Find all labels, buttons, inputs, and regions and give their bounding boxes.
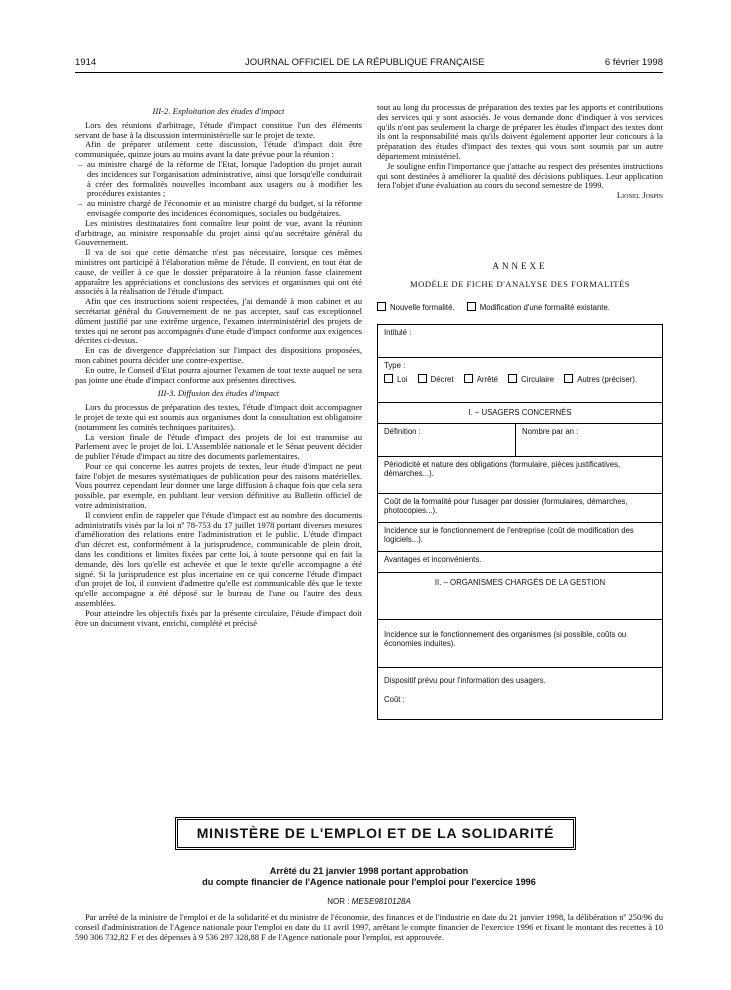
nor-reference (75, 897, 663, 906)
list-item: – au ministre chargé de la réforme de l'Etat, lorsque l'adoption du projet aurait des incidences sur l'organisation administrative, ainsi que lorsqu'elle conduirait à créer des formalités nouvelles incombant aux usagers ou à modifier les procédures existantes ; (87, 160, 362, 199)
paragraph: Afin de préparer utilement cette discussion, l'étude d'impact doit être communiquée, quinze jours au moins avant la date prévue pour la réunion : (75, 139, 362, 160)
option-modify[interactable]: Modification d'une formalité existante. (467, 303, 610, 312)
form-table (377, 324, 663, 720)
paragraph: En outre, le Conseil d'Etat pourra ajourner l'examen de tout texte auquel ne sera pas jointe une étude d'impact conforme aux présentes directives. (75, 364, 362, 385)
arrete-title (75, 866, 663, 888)
right-column (377, 103, 663, 201)
section-heading: III-2. Exploitation des études d'impact (152, 106, 285, 116)
checkbox-icon (564, 374, 573, 383)
section-usagers: I. – USAGERS CONCERNÉS (378, 403, 662, 424)
page-header (75, 57, 663, 71)
nombre-field[interactable]: Nombre par an : (522, 427, 579, 436)
journal-title: JOURNAL OFFICIEL DE LA RÉPUBLIQUE FRANÇAISE (245, 57, 485, 68)
arrete-body: Par arrêté de la ministre de l'emploi et de la solidarité et du ministre de l'économie, des finances et de l'industrie en date du 21 janvier 1998, la délibération nº 250/96 du conseil d'administration de l'Agence nationale pour l'emploi en date du 11 avril 1997, arrêtant le compte financier de l'exercice 1996 et fixant le montant des recettes à 10 590 306 732,82 F et des dépenses à 9 536 297 328,88 F de l'Agence nationale pour l'emploi, est approuvée. (75, 912, 663, 942)
annex-subtitle: MODÈLE DE FICHE D'ANALYSE DES FORMALITÉS (409, 279, 630, 289)
paragraph: Pour ce qui concerne les autres projets de textes, leur étude d'impact ne peut faire l'objet de mesures systématiques de publication pour des raisons matérielles. Vous pourrez cependant leur donner une large diffusion à chaque fois que cela sera possible, par exemple, en publiant leur version définitive au Bulletin officiel de votre administration. (75, 460, 362, 511)
bullet-list (75, 160, 362, 219)
left-column (75, 103, 362, 628)
section-organismes: II. – ORGANISMES CHARGÉS DE LA GESTION (378, 573, 662, 620)
checkbox-icon (377, 302, 386, 311)
definition-field[interactable]: Définition : (378, 424, 516, 456)
periodicite-field[interactable]: Périodicité et nature des obligations (formulaire, pièces justificatives, démarches...). (378, 457, 662, 494)
ministry-banner: MINISTÈRE DE L'EMPLOI ET DE LA SOLIDARITÉ (175, 817, 576, 850)
dispositif-label[interactable]: Dispositif prévu pour l'information des usagers. (384, 676, 546, 685)
type-option-autres[interactable]: Autres (préciser). (564, 375, 637, 384)
paragraph: Afin que ces instructions soient respectées, j'ai demandé à mon cabinet et au secrétariat général du Gouvernement de ne pas accepter, sauf cas exceptionnel dûment justifié par une extrême urgence, l'examen interministériel des projets de textes qui ne seront pas accompagnés d'une étude d'impact conforme aux exigences décrites ci-dessus. (75, 296, 362, 346)
type-field (378, 358, 662, 403)
paragraph: Lors des réunions d'arbitrage, l'étude d'impact constitue l'un des éléments servant de base à la discussion interministérielle sur le projet de texte. (75, 119, 362, 140)
checkbox-icon (508, 374, 517, 383)
paragraph: tout au long du processus de préparation des textes par les apports et contributions des services qui y sont associés. Je vous demande donc d'indiquer à vos services qu'ils n'ont pas seulement la charge de préparer les études d'impact des textes dont ils ont la responsabilité mais qu'ils doivent également apporter leur concours à la préparation des études d'impact des textes qui vous sont soumis par un autre département ministériel. (377, 102, 663, 161)
intitule-field[interactable]: Intitulé : (378, 325, 662, 358)
paragraph: Il va de soi que cette démarche n'est pas nécessaire, lorsque ces mêmes ministres ont participé à l'élaboration même de l'étude. Il convient, en tout état de cause, de veiller à ce que le dossier préparatoire à la réunion fasse clairement apparaître les appréciations et conclusions des services et organismes qui ont été associés à la réalisation de l'étude d'impact. (75, 247, 362, 297)
nor-code: MESE9810128A (351, 897, 411, 906)
paragraph: Les ministres destinataires font connaître leur point de vue, avant la réunion d'arbitrage, au ministre responsable du projet ainsi qu'au secrétaire général du Gouvernement. (75, 217, 362, 248)
list-item: – au ministre chargé de l'économie et au ministre chargé du budget, si la réforme envisagée comporte des incidences économiques, sociales ou budgétaires. (87, 199, 362, 219)
paragraph: Pour atteindre les objectifs fixés par la présente circulaire, l'étude d'impact doit être un document vivant, enrichi, complété et précisé (75, 607, 362, 628)
type-option-decret[interactable]: Décret (418, 375, 454, 384)
nor-label: NOR : (327, 897, 350, 906)
type-option-circulaire[interactable]: Circulaire (508, 375, 554, 384)
dispositif-info-field (378, 668, 662, 719)
issue-date: 6 février 1998 (604, 57, 663, 68)
section-heading: III-3. Diffusion des études d'impact (157, 388, 280, 399)
cout-label[interactable]: Coût : (384, 695, 405, 704)
type-option-loi[interactable]: Loi (384, 375, 407, 384)
paragraph: En cas de divergence d'appréciation sur l'impact des dispositions proposées, mon cabinet pourra décider une contre-expertise. (75, 345, 362, 365)
checkbox-icon (418, 374, 427, 383)
formality-options (377, 302, 663, 324)
paragraph: Je souligne enfin l'importance que j'attache au respect des présentes instructions qui sont destinées à améliorer la qualité des décisions publiques. Leur application fera l'objet d'une évaluation au cours du second semestre de 1999. (377, 160, 663, 191)
checkbox-icon (467, 302, 476, 311)
paragraph: Lors du processus de préparation des textes, l'étude d'impact doit accompagner le projet de texte qui est soumis aux organismes dont la consultation est obligatoire (notamment les comités techniques paritaires). (75, 402, 362, 432)
incidence-entreprise-field[interactable]: Incidence sur le fonctionnement de l'entreprise (coût de modification des logiciels...). (378, 523, 662, 552)
definition-row (378, 424, 662, 457)
cout-usager-field[interactable]: Coût de la formalité pour l'usager par dossier (formulaires, démarches, photocopies...). (378, 494, 662, 523)
page-number: 1914 (75, 57, 97, 68)
arrete-title-line: Arrêté du 21 janvier 1998 portant approbation (269, 866, 469, 876)
checkbox-icon (464, 374, 473, 383)
formality-form (377, 302, 663, 720)
header-rule (75, 72, 663, 73)
checkbox-icon (384, 374, 393, 383)
incidence-organismes-field[interactable]: Incidence sur le fonctionnement des organismes (si possible, coûts ou économies induites). (378, 620, 662, 668)
option-new[interactable]: Nouvelle formalité. (377, 303, 455, 312)
type-label: Type : (384, 361, 406, 370)
avantages-field[interactable]: Avantages et inconvénients. (378, 552, 662, 573)
type-option-arrete[interactable]: Arrêté (464, 375, 498, 384)
arrete-title-line: du compte financier de l'Agence nationale pour l'emploi pour l'exercice 1996 (202, 877, 536, 887)
paragraph: Il convient enfin de rappeler que l'étude d'impact est au nombre des documents administratifs visés par la loi nº 78-753 du 17 juillet 1978 portant diverses mesures d'amélioration des relations entre l'administration et le public. L'étude d'impact d'un décret est, conformément à la jurisprudence, communicable de plein droit, dans les conditions et limites fixées par cette loi, à toute personne qui en fait la demande, dès lors qu'elle est achevée et que le texte qu'elle accompagne a été signé. Si la jurisprudence est plus incertaine en ce qui concerne l'étude d'impact d'un projet de loi, il convient d'admettre qu'elle est communicable dès que le texte qu'elle accompagne a été déposé sur le bureau de l'une ou l'autre des deux assemblées. (75, 509, 362, 609)
annex-title: ANNEXE (492, 261, 548, 271)
paragraph: La version finale de l'étude d'impact des projets de loi est transmise au Parlement avec le projet de loi. L'Assemblée nationale et le Sénat peuvent décider de publier l'étude d'impact au titre des documents parlementaires. (75, 431, 362, 462)
signature: Lionel Jospin (616, 190, 663, 201)
